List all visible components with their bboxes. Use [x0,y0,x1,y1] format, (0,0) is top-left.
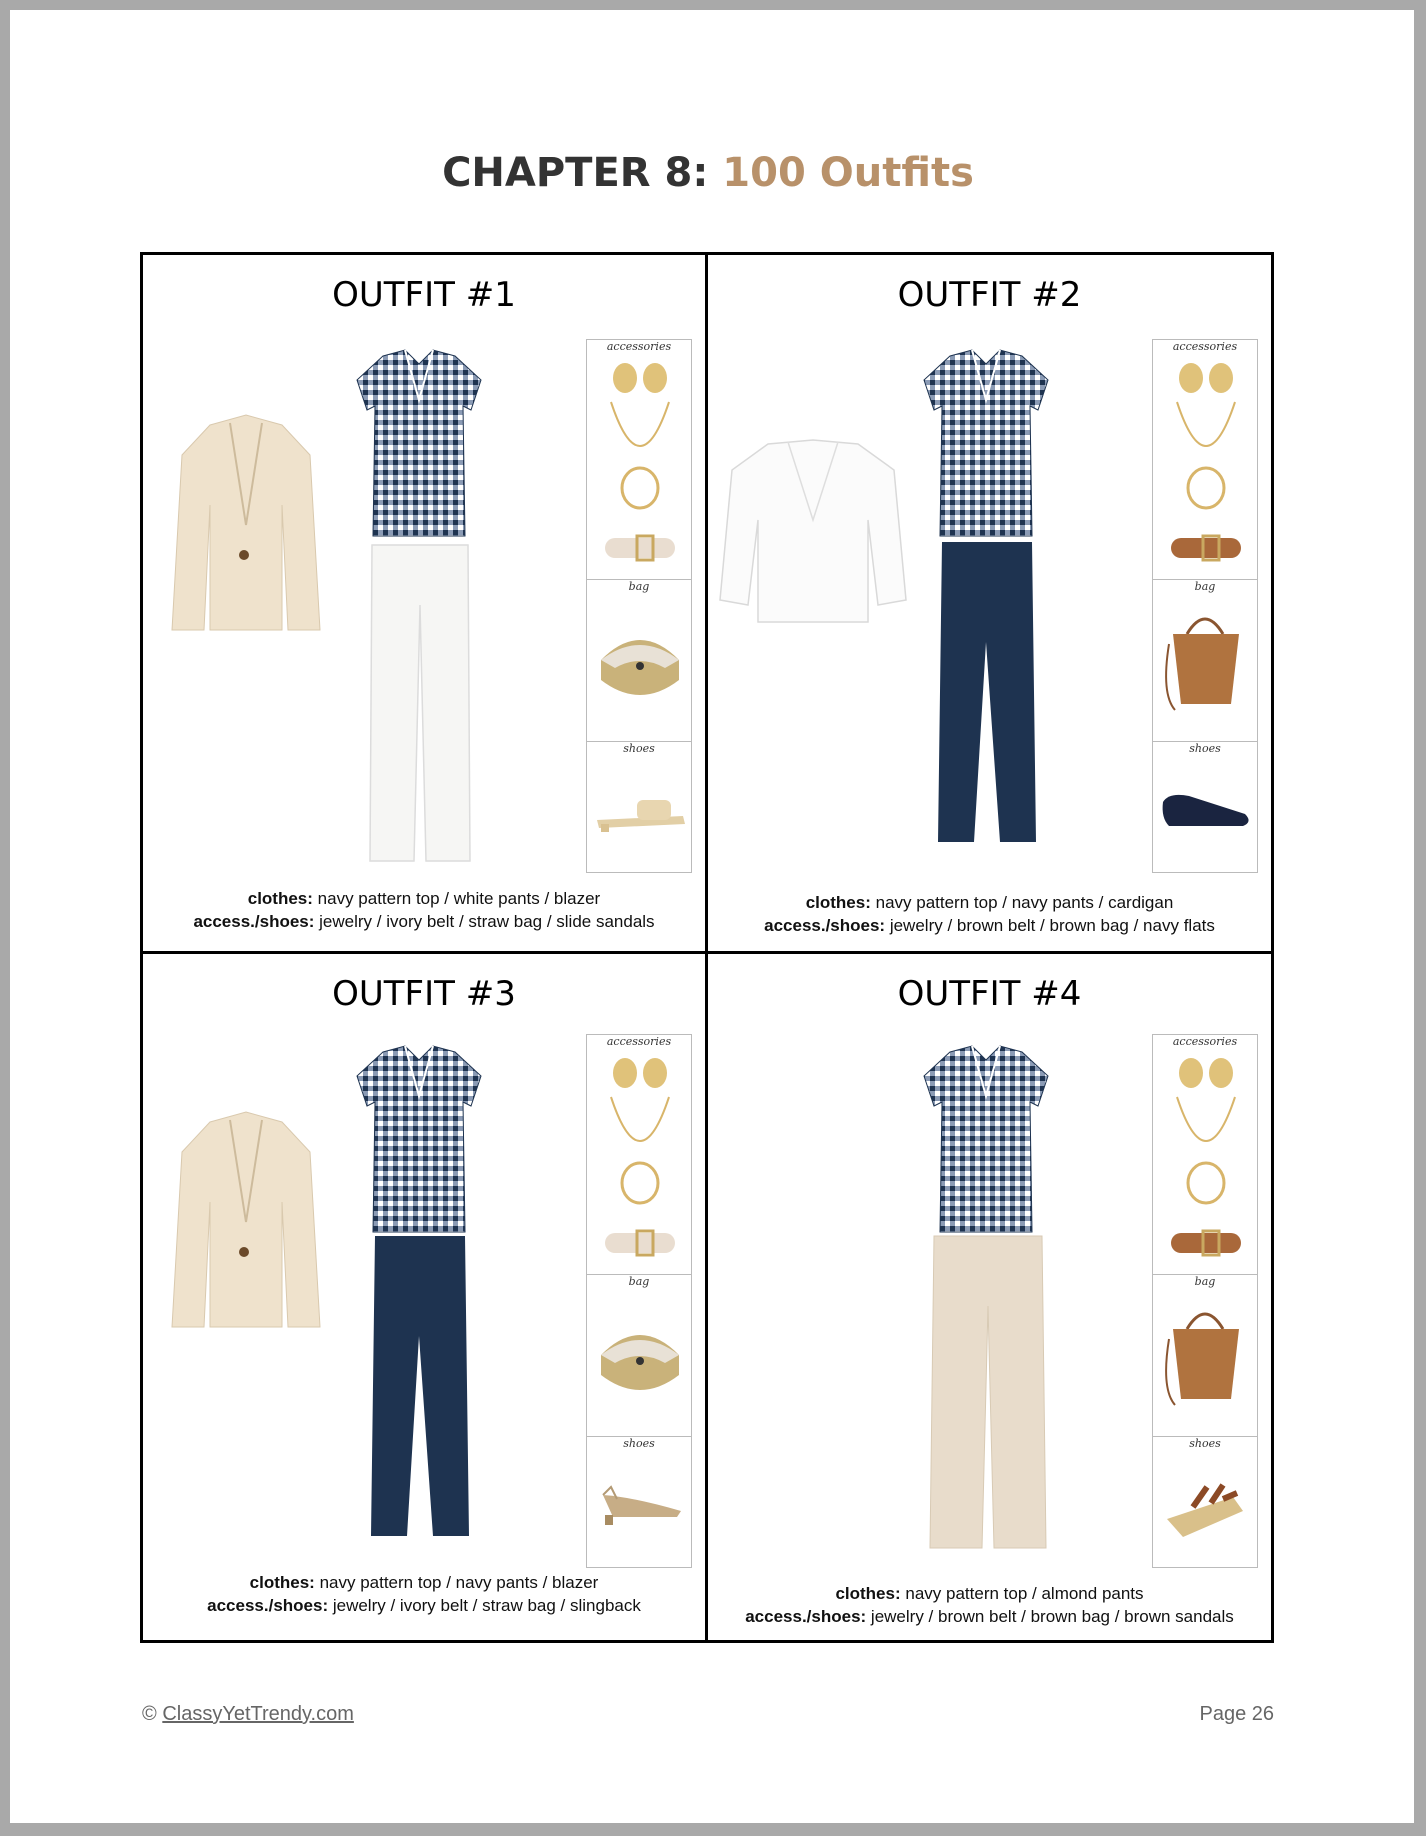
navy-pattern-top-image [353,1046,485,1236]
slide-sandals-image [593,790,687,834]
necklace-image [1173,1095,1239,1151]
accessories-label: accessories [1172,1035,1238,1048]
clothes-label: clothes: [247,889,313,908]
shoes-label: shoes [1189,1437,1221,1450]
clothes-text: navy pattern top / navy pants / blazer [319,1573,599,1592]
outfit-description [143,1571,705,1617]
accessories-label: accessories [606,340,672,353]
belt-image [1169,528,1243,568]
necklace-image [607,1095,673,1151]
bag-section [1153,580,1257,742]
bag-label: bag [1194,580,1216,593]
blazer-image [170,1112,322,1332]
almond-pants-image [928,1236,1048,1550]
chapter-title: 100 Outfits [722,150,974,196]
clothes-text: navy pattern top / white pants / blazer [317,889,601,908]
accessories-section [1153,1035,1257,1275]
shoes-section [1153,742,1257,874]
outfit-title: OUTFIT #4 [897,974,1082,1014]
straw-bag-image [595,1315,685,1401]
access-text: jewelry / brown belt / brown bag / brown sandals [870,1607,1234,1626]
access-text: jewelry / ivory belt / straw bag / slide sandals [319,912,655,931]
bag-label: bag [628,580,650,593]
site-link[interactable]: ClassyYetTrendy.com [162,1703,354,1725]
clothes-label: clothes: [805,893,871,912]
cardigan-image [718,440,908,625]
access-label: access./shoes: [193,912,315,931]
accessories-label: accessories [1172,340,1238,353]
navy-pattern-top-image [353,350,485,540]
shoes-section [1153,1437,1257,1569]
page-title [0,150,1416,196]
outfit-description [708,1582,1271,1628]
clothes-text: navy pattern top / almond pants [905,1584,1144,1603]
bag-label: bag [628,1275,650,1288]
copyright-symbol: © [142,1703,157,1725]
bracelet-image [615,1157,665,1207]
accessories-panel [1152,1034,1258,1568]
navy-pants-image [363,1236,477,1538]
access-line [143,910,705,933]
access-line [708,1605,1271,1628]
shoes-label: shoes [623,1437,655,1450]
navy-pattern-top-image [920,350,1052,540]
outfit-card-2 [708,255,1271,951]
access-text: jewelry / ivory belt / straw bag / slingback [332,1596,641,1615]
necklace-image [1173,400,1239,456]
bracelet-image [615,462,665,512]
access-label: access./shoes: [745,1607,867,1626]
brown-sandals-image [1163,1467,1249,1547]
navy-pattern-top-image [920,1046,1052,1236]
accessories-section [587,340,691,580]
shoes-label: shoes [1189,742,1221,755]
outfit-description [143,887,705,933]
outfit-title: OUTFIT #2 [897,275,1082,315]
shoes-label: shoes [623,742,655,755]
clothes-text: navy pattern top / navy pants / cardigan [875,893,1174,912]
brown-bag-image [1165,1299,1247,1409]
navy-pants-image [930,542,1044,844]
clothes-line [708,1582,1271,1605]
clothes-line [143,887,705,910]
access-label: access./shoes: [764,916,886,935]
belt-image [1169,1223,1243,1263]
belt-image [603,1223,677,1263]
bag-section [587,580,691,742]
brown-bag-image [1165,604,1247,714]
shoes-section [587,742,691,874]
outfit-card-1 [143,255,705,951]
white-pants-image [368,545,472,865]
earrings-image [1177,1055,1235,1091]
earrings-image [611,360,669,396]
accessories-section [1153,340,1257,580]
access-text: jewelry / brown belt / brown bag / navy flats [889,916,1215,935]
blazer-image [170,415,322,635]
access-line [708,914,1271,937]
page-number: Page 26 [1199,1703,1274,1725]
bag-label: bag [1194,1275,1216,1288]
earrings-image [1177,360,1235,396]
outfit-card-4 [708,954,1271,1640]
accessories-panel [586,339,692,873]
access-line [143,1594,705,1617]
bracelet-image [1181,462,1231,512]
outfit-description [708,891,1271,937]
shoes-section [587,1437,691,1569]
access-label: access./shoes: [207,1596,329,1615]
clothes-label: clothes: [249,1573,315,1592]
bracelet-image [1181,1157,1231,1207]
necklace-image [607,400,673,456]
accessories-section [587,1035,691,1275]
slingback-image [593,1477,687,1527]
straw-bag-image [595,620,685,706]
accessories-label: accessories [606,1035,672,1048]
earrings-image [611,1055,669,1091]
belt-image [603,528,677,568]
accessories-panel [586,1034,692,1568]
clothes-label: clothes: [835,1584,901,1603]
outfit-title: OUTFIT #1 [332,275,516,315]
outfit-card-3 [143,954,705,1640]
bag-section [587,1275,691,1437]
outfit-title: OUTFIT #3 [332,974,516,1014]
bag-section [1153,1275,1257,1437]
accessories-panel [1152,339,1258,873]
clothes-line [143,1571,705,1594]
navy-flats-image [1159,782,1253,832]
chapter-label: CHAPTER 8: [442,150,709,196]
footer-copyright [142,1703,354,1726]
clothes-line [708,891,1271,914]
